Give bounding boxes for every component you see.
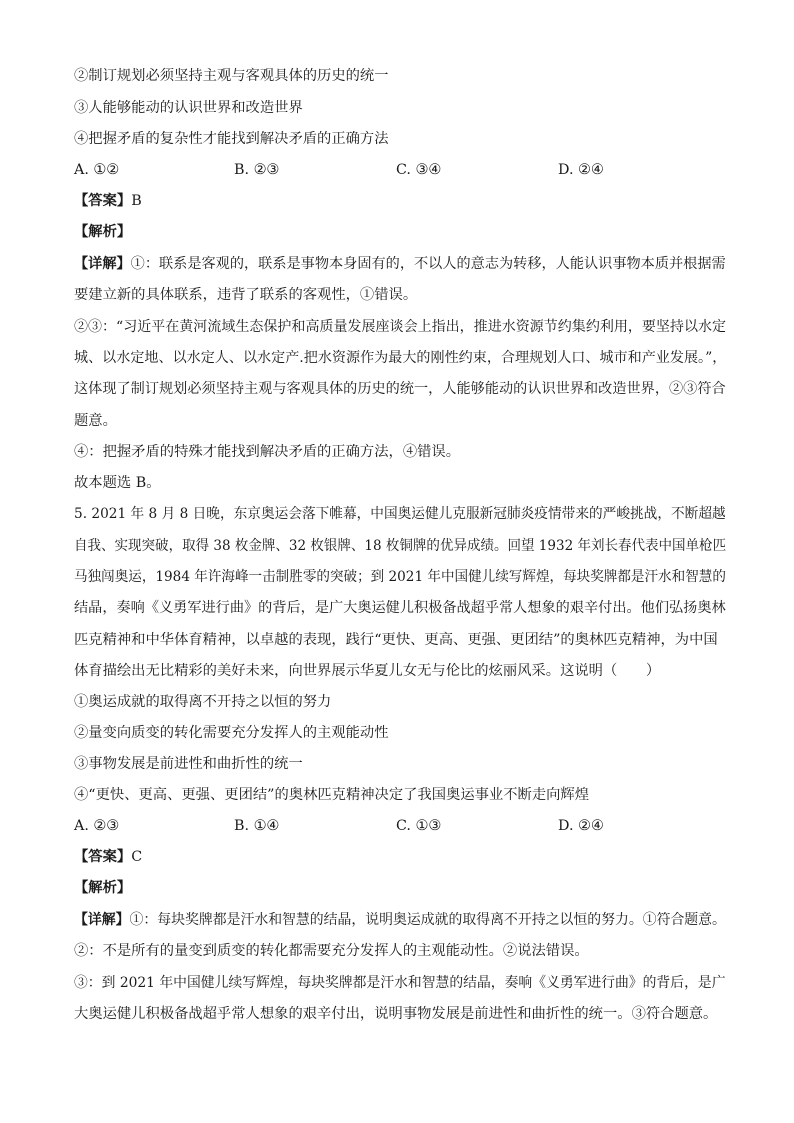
q4-statement-4: ④把握矛盾的复杂性才能找到解决矛盾的正确方法 [74,131,389,147]
q4-detail-line: ②③：“习近平在黄河流域生态保护和高质量发展座谈会上指出，推进水资源节约集约利用，要坚持以水定 [74,319,727,335]
answer-tag: 【答案】 [74,849,132,865]
q5-statement-1: ①奥运成就的取得离不开持之以恒的努力 [74,694,332,710]
q4-options [74,160,734,180]
q5-detail-line: ③：到 2021 年中国健儿续写辉煌，每块奖牌都是汗水和智慧的结晶，奏响《义勇军进行曲》的背后，是广 [74,975,726,991]
q4-detail-line [74,254,726,274]
q5-option-d: D. ②④ [558,818,604,834]
q5-detail-line: 大奥运健儿积极备战超乎常人想象的艰辛付出，说明事物发展是前进性和曲折性的统一。③符合题意。 [74,1006,718,1022]
q5-option-a: A. ②③ [74,818,120,834]
q5-statement-3: ③事物发展是前进性和曲折性的统一 [74,756,303,772]
q4-statement-2: ②制订规划必须坚持主观与客观具体的历史的统一 [74,68,389,84]
answer-value: B [131,193,142,209]
q4-option-b: B. ②③ [234,162,280,178]
q5-statement-2: ②量变向质变的转化需要充分发挥人的主观能动性 [74,725,389,741]
q4-option-d: D. ②④ [558,162,604,178]
q5-statement-4: ④“更快、更高、更强、更团结”的奥林匹克精神决定了我国奥运事业不断走向辉煌 [74,787,590,803]
detail-text: ①：每块奖牌都是汗水和智慧的结晶，说明奥运成就的取得离不开持之以恒的努力。①符合题意。 [129,912,726,928]
q5-stem-line: 马独闯奥运，1984 年许海峰一击制胜零的突破；到 2021 年中国健儿续写辉煌，每块奖牌都是汗水和智慧的 [74,569,726,585]
q4-analysis-tag: 【解析】 [74,224,132,240]
q5-stem-line: 结晶，奏响《义勇军进行曲》的背后，是广大奥运健儿积极备战超乎常人想象的艰辛付出。他们弘扬奥林 [74,600,726,616]
q4-detail-line: 这体现了制订规划必须坚持主观与客观具体的历史的统一，人能够能动的认识世界和改造世界，②③符合 [74,381,726,397]
answer-tag: 【答案】 [74,193,132,209]
q4-detail-line: 要建立新的具体联系，违背了联系的客观性，①错误。 [74,287,418,303]
q4-option-a: A. ①② [74,162,120,178]
answer-value: C [131,849,143,865]
q5-stem-line: 匹克精神和中华体育精神，以卓越的表现，践行“更快、更高、更强、更团结”的奥林匹克精神，为中国 [74,632,718,648]
q4-detail-line: ④：把握矛盾的特殊才能找到解决矛盾的正确方法，④错误。 [74,444,461,460]
q5-detail-line [74,910,726,930]
q5-option-c: C. ①③ [396,818,442,834]
q5-stem-line: 自我、实现突破，取得 38 枚金牌、32 枚银牌、18 枚铜牌的优异成绩。回望 1932 年刘长春代表中国单枪匹 [74,538,727,554]
q4-detail-line: 城、以水定地、以水定人、以水定产.把水资源作为最大的刚性约束，合理规划人口、城市和产业发展。”， [74,350,727,366]
q5-stem-line: 体育描绘出无比精彩的美好未来，向世界展示华夏儿女无与伦比的炫丽风采。这说明（ ） [74,663,661,679]
q5-option-b: B. ①④ [234,818,280,834]
q4-detail-line: 题意。 [74,413,117,429]
q5-options [74,816,734,836]
detail-tag: 【详解】 [74,912,130,928]
q5-detail-line: ②：不是所有的量变到质变的转化都需要充分发挥人的主观能动性。②说法错误。 [74,943,589,959]
detail-tag: 【详解】 [74,256,131,272]
q4-answer [74,191,142,211]
q4-conclusion: 故本题选 B。 [74,475,161,491]
q5-analysis-tag: 【解析】 [74,880,132,896]
q4-option-c: C. ③④ [396,162,442,178]
detail-text: ①：联系是客观的，联系是事物本身固有的，不以人的意志为转移，人能认识事物本质并根据需 [130,256,726,272]
q5-answer [74,847,142,867]
q4-statement-3: ③人能够能动的认识世界和改造世界 [74,100,303,116]
q5-stem-line: 5. 2021 年 8 月 8 日晚，东京奥运会落下帷幕，中国奥运健儿克服新冠肺炎疫情带来的严峻挑战，不断超越 [74,506,726,522]
